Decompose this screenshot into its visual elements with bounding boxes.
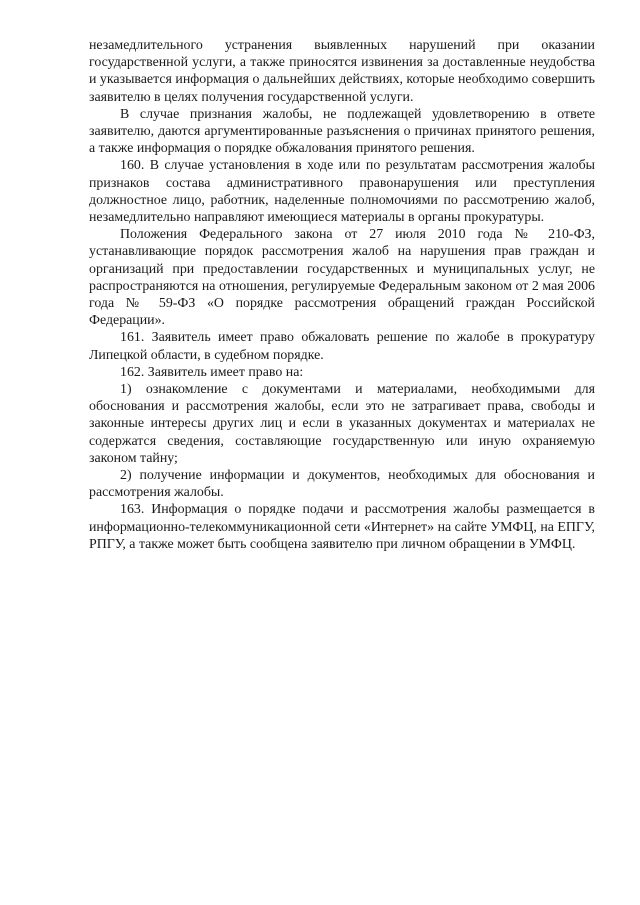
paragraph-federal-law: Положения Федерального закона от 27 июля 2010 года № 210-ФЗ, устанавливающие порядок рассмотрения жалоб на нарушения прав граждан и организаций при предоставлении государственных и муниципальных услуг, не распространяются на отношения, регулируемые Федеральным законом от 2 мая 2006 года № 59-ФЗ «О порядке рассмотрения обращений граждан Российской Федерации». [89, 227, 595, 329]
paragraph-161: 161. Заявитель имеет право обжаловать решение по жалобе в прокуратуру Липецкой области, в судебном порядке. [89, 330, 595, 363]
paragraph-continuation: незамедлительного устранения выявленных нарушений при оказании государственной услуги, а также приносятся извинения за доставленные неудобства и указывается информация о дальнейших действиях, которые необходимо совершить заявителю в целях получения государственной услуги. [89, 38, 595, 105]
paragraph-162: 162. Заявитель имеет право на: [120, 364, 304, 380]
paragraph-162-item-2: 2) получение информации и документов, необходимых для обоснования и рассмотрения жалобы. [89, 468, 595, 501]
paragraph-160: 160. В случае установления в ходе или по результатам рассмотрения жалобы признаков состава административного правонарушения или преступления должностное лицо, работник, наделенные полномочиями по рассмотрению жалоб, незамедлительно направляют имеющиеся материалы в органы прокуратуры. [89, 158, 595, 226]
paragraph-complaint-rejected: В случае признания жалобы, не подлежащей удовлетворению в ответе заявителю, даются аргументированные разъяснения о причинах принятого решения, а также информация о порядке обжалования принятого решения. [89, 106, 595, 157]
document-page [89, 37, 595, 553]
paragraph-163: 163. Информация о порядке подачи и рассмотрения жалобы размещается в информационно-телекоммуникационной сети «Интернет» на сайте УМФЦ, на ЕПГУ, РПГУ, а также может быть сообщена заявителю при личном обращении в УМФЦ. [89, 502, 595, 552]
paragraph-162-item-1: 1) ознакомление с документами и материалами, необходимыми для обоснования и рассмотрения жалобы, если это не затрагивает права, свободы и законные интересы других лиц и если в указанных документах и материалах не содержатся сведения, составляющие государственную или иную охраняемую законом тайну; [89, 382, 595, 466]
